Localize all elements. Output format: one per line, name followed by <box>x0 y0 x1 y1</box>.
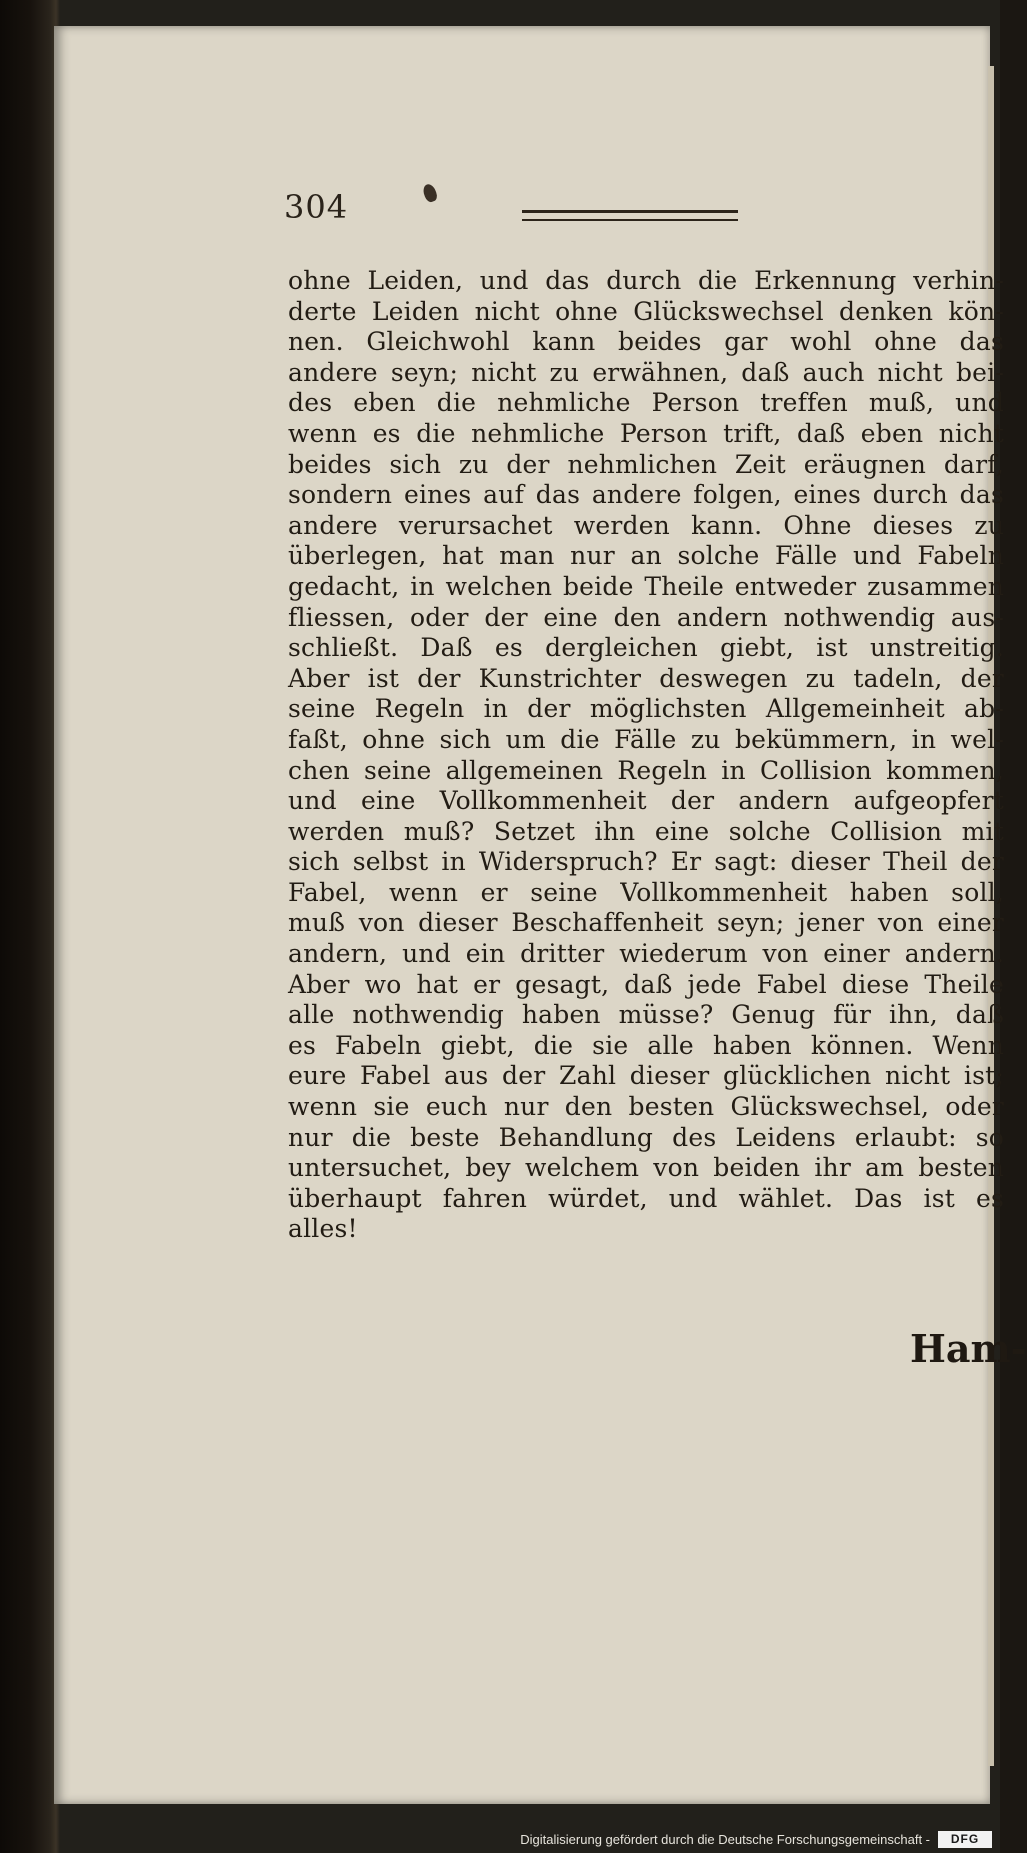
text-line: des eben die nehmliche Person treffen muß, und <box>288 388 1004 418</box>
ink-blot-ornament <box>421 182 438 203</box>
text-line: muß von dieser Beschaffenheit seyn; jener von einer <box>288 908 1004 938</box>
text-line: werden muß? Setzet ihn eine solche Collision mit <box>288 816 1004 846</box>
text-line: überhaupt fahren würdet, und wählet. Das ist es <box>288 1183 1004 1213</box>
text-line: chen seine allgemeinen Regeln in Collision kommen, <box>288 755 1004 785</box>
text-line: alle nothwendig haben müsse? Genug für ihn, daß <box>288 1000 1004 1030</box>
text-line: faßt, ohne sich um die Fälle zu bekümmern, in wel- <box>288 724 1004 754</box>
text-line: schließt. Daß es dergleichen giebt, ist unstreitig. <box>288 633 1004 663</box>
text-line: Aber ist der Kunstrichter deswegen zu tadeln, der <box>288 663 1004 693</box>
text-line: sondern eines auf das andere folgen, eines durch das <box>288 480 1004 510</box>
text-line: es Fabeln giebt, die sie alle haben können. Wenn <box>288 1030 1004 1060</box>
text-line: seine Regeln in der möglichsten Allgemeinheit ab- <box>288 694 1004 724</box>
text-line: ohne Leiden, und das durch die Erkennung verhin- <box>288 266 1004 295</box>
text-line: wenn sie euch nur den besten Glückswechsel, oder <box>288 1092 1004 1122</box>
text-line: nur die beste Behandlung des Leidens erlaubt: so <box>288 1122 1004 1152</box>
text-line: alles! <box>288 1214 358 1244</box>
text-line: überlegen, hat man nur an solche Fälle und Fabeln <box>288 541 1004 571</box>
dfg-logo: DFG <box>938 1831 992 1848</box>
text-line: gedacht, in welchen beide Theile entweder zusammen <box>288 571 1004 601</box>
text-line: und eine Vollkommenheit der andern aufgeopfert <box>288 786 1004 816</box>
text-line: derte Leiden nicht ohne Glückswechsel denken kön- <box>288 296 1004 326</box>
text-line: andere verursachet werden kann. Ohne dieses zu <box>288 510 1004 540</box>
text-line: fliessen, oder der eine den andern nothwendig aus- <box>288 602 1004 632</box>
text-line: untersuchet, bey welchem von beiden ihr am besten <box>288 1153 1004 1183</box>
text-line: Fabel, wenn er seine Vollkommenheit haben soll, <box>288 877 1004 907</box>
text-line: sich selbst in Widerspruch? Er sagt: dieser Theil der <box>288 847 1004 877</box>
text-line: beides sich zu der nehmlichen Zeit eräugnen darf, <box>288 449 1004 479</box>
page-number: 304 <box>284 188 349 226</box>
text-line: andere seyn; nicht zu erwähnen, daß auch nicht bei- <box>288 357 1004 387</box>
text-line: nen. Gleichwohl kann beides gar wohl ohne das <box>288 327 1004 357</box>
book-page <box>54 26 1027 1804</box>
text-line: eure Fabel aus der Zahl dieser glücklichen nicht ist; <box>288 1061 1004 1091</box>
catchword: Ham- <box>910 1326 1027 1371</box>
body-text <box>288 266 1004 1245</box>
text-line: Aber wo hat er gesagt, daß jede Fabel diese Theile <box>288 969 1004 999</box>
header-rule <box>522 210 738 221</box>
text-line: andern, und ein dritter wiederum von einer andern. <box>288 939 1004 969</box>
text-line: wenn es die nehmliche Person trift, daß eben nicht <box>288 418 1004 448</box>
digitization-credit: Digitalisierung gefördert durch die Deutsche Forschungsgemeinschaft - <box>520 1832 930 1847</box>
